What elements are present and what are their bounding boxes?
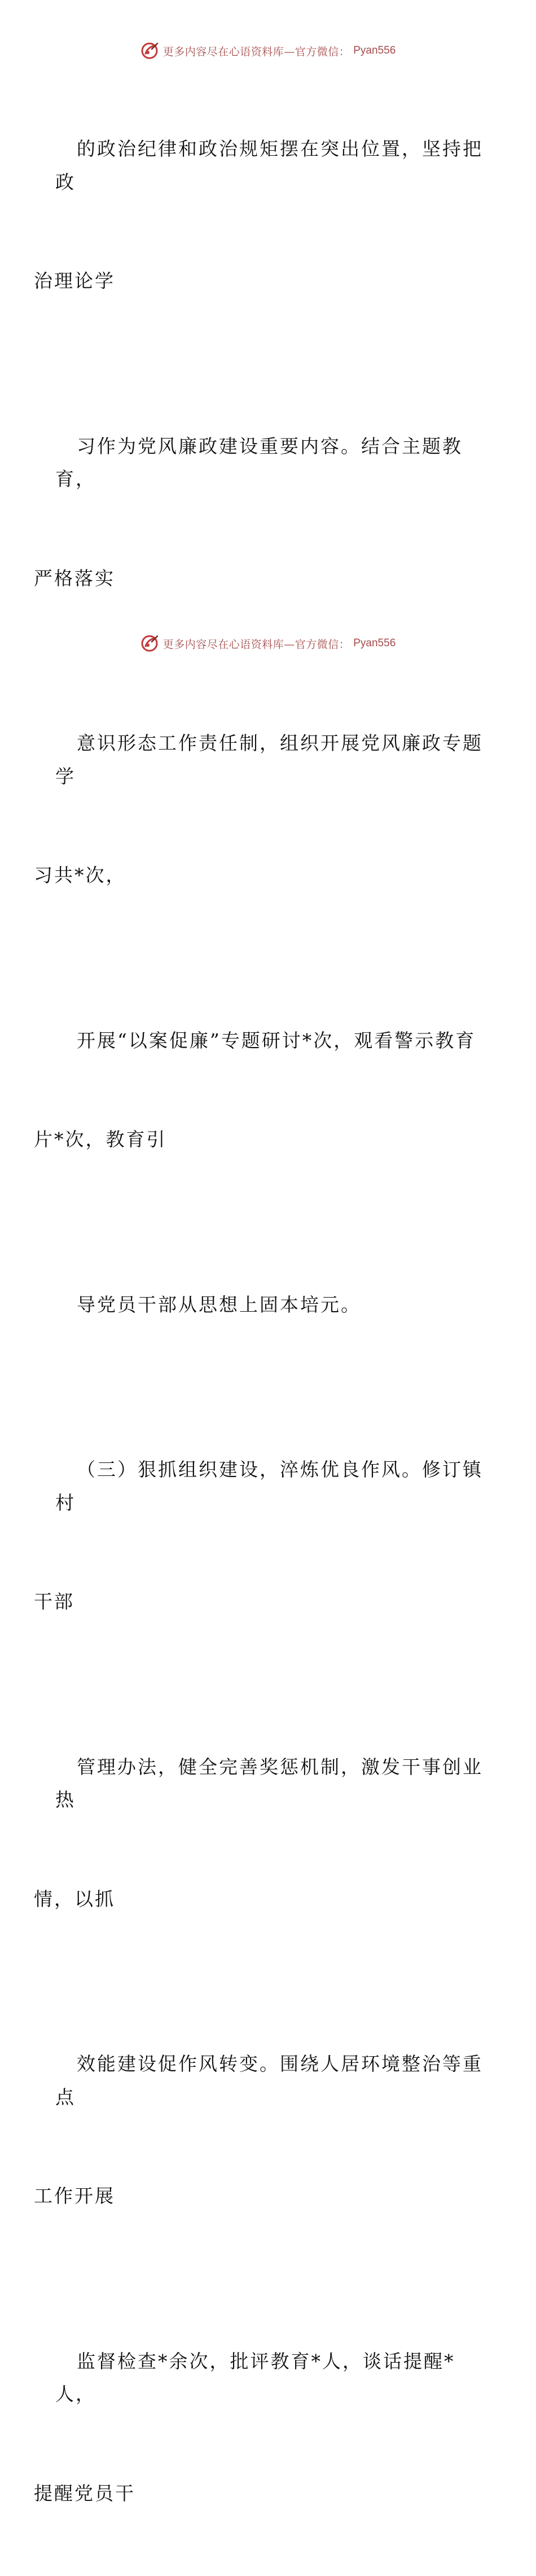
paragraph — [55, 661, 484, 958]
paragraph — [55, 364, 484, 661]
header-banner — [0, 40, 536, 62]
paragraph-line: 提醒党员干 — [34, 2477, 484, 2511]
footer-banner-text: 更多内容尽在心语资料库—官方微信： — [163, 636, 350, 651]
paragraph — [55, 958, 484, 1223]
paragraph-line: 效能建设促作风转变。围绕人居环境整治等重点 — [55, 2048, 484, 2114]
header-banner-text: 更多内容尽在心语资料库—官方微信： — [163, 43, 350, 59]
paragraph-line: 习作为党风廉政建设重要内容。结合主题教育， — [55, 430, 484, 496]
paragraph-line: 习共*次， — [34, 859, 484, 892]
paragraph — [55, 2279, 484, 2576]
paragraph — [55, 1685, 484, 1982]
footer-banner-content — [140, 634, 396, 653]
brand-logo-icon — [140, 634, 160, 653]
paragraph-line: 开展“以案促廉”专题研讨*次，观看警示教育 — [55, 1024, 484, 1058]
paragraph-line: 的政治纪律和政治规矩摆在突出位置，坚持把政 — [55, 133, 484, 199]
paragraph-line: 情，以抓 — [34, 1883, 484, 1916]
paragraph-line: 工作开展 — [34, 2180, 484, 2213]
paragraph-line: （三）狠抓组织建设，淬炼优良作风。修订镇村 — [55, 1453, 484, 1519]
paragraph-line: 管理办法，健全完善奖惩机制，激发干事创业热 — [55, 1751, 484, 1817]
footer-banner-wechat-id: Pyan556 — [353, 637, 396, 650]
paragraph-line: 严格落实 — [34, 562, 484, 595]
document-body — [55, 67, 484, 2576]
paragraph-line: 治理论学 — [34, 265, 484, 298]
paragraph-line: 意识形态工作责任制，组织开展党风廉政专题学 — [55, 727, 484, 793]
paragraph-line: 干部 — [34, 1585, 484, 1619]
paragraph — [55, 1387, 484, 1685]
paragraph-line: 监督检查*余次，批评教育*人，谈话提醒*人， — [55, 2345, 484, 2411]
document-page — [0, 0, 536, 694]
paragraph — [55, 1982, 484, 2279]
paragraph — [55, 67, 484, 364]
paragraph — [55, 1223, 484, 1388]
brand-logo-icon — [140, 41, 160, 60]
paragraph-line: 导党员干部从思想上固本培元。 — [55, 1289, 484, 1322]
footer-banner — [0, 632, 536, 655]
header-banner-content — [140, 41, 396, 60]
paragraph-line: 片*次，教育引 — [34, 1123, 484, 1156]
header-banner-wechat-id: Pyan556 — [353, 45, 396, 57]
